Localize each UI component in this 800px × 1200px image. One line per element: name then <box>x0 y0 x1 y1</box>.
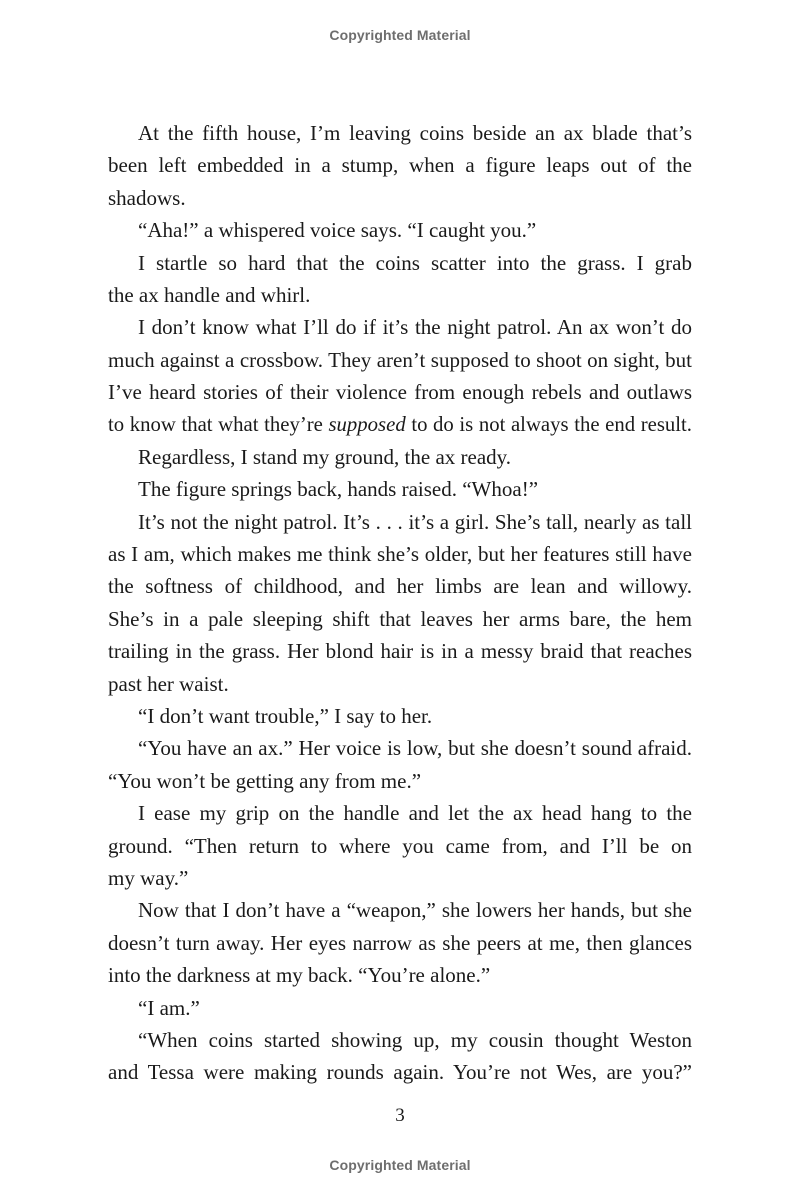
text-line <box>108 279 692 311</box>
text-line <box>108 959 692 991</box>
text-line-run: “When coins started showing up, my cousin thought Weston <box>138 1027 692 1052</box>
copyright-watermark-bottom: Copyrighted Material <box>329 1157 471 1173</box>
text-line-run: shadows. <box>108 185 186 210</box>
text-line <box>108 668 692 700</box>
italic-emphasis: supposed <box>328 413 406 436</box>
text-line-run: I’ve heard stories of their violence from enough rebels and outlaws <box>108 380 692 405</box>
text-line-run: and Tessa were making rounds again. You’re not Wes, are you?” <box>108 1060 692 1085</box>
text-line <box>108 635 692 667</box>
body-text <box>108 117 692 1089</box>
text-line-run: “You have an ax.” Her voice is low, but she doesn’t sound afraid. <box>138 736 692 761</box>
text-line <box>108 1056 692 1088</box>
text-line <box>108 732 692 764</box>
text-line <box>108 1024 692 1056</box>
text-line-run: been left embedded in a stump, when a figure leaps out of the <box>108 153 692 178</box>
text-line-run: the softness of childhood, and her limbs are lean and willowy. <box>108 574 692 599</box>
text-line <box>108 797 692 829</box>
text-line <box>108 117 692 149</box>
text-line <box>108 992 692 1024</box>
text-line <box>108 862 692 894</box>
text-line-run: my way.” <box>108 865 189 890</box>
text-line <box>108 603 692 635</box>
text-line <box>108 700 692 732</box>
text-line <box>108 149 692 181</box>
text-line <box>108 927 692 959</box>
text-line-run: Now that I don’t have a “weapon,” she lowers her hands, but she <box>138 898 692 923</box>
text-line <box>108 311 692 343</box>
text-line-run: ground. “Then return to where you came from, and I’ll be on <box>108 833 692 858</box>
text-line-run: as I am, which makes me think she’s older, but her features still have <box>108 542 692 567</box>
text-line-run: Regardless, I stand my ground, the ax ready. <box>138 444 512 469</box>
text-line-run: At the fifth house, I’m leaving coins beside an ax blade that’s <box>138 121 692 145</box>
text-line <box>108 214 692 246</box>
text-line-run: to know that what they’re <box>108 413 329 436</box>
text-line-run: much against a crossbow. They aren’t supposed to shoot on sight, but <box>108 347 692 372</box>
text-line-run: “I am.” <box>138 995 200 1020</box>
text-line-run: past her waist. <box>108 671 229 696</box>
text-line <box>108 506 692 538</box>
text-line <box>108 409 692 441</box>
text-line-run: “I don’t want trouble,” I say to her. <box>138 704 433 729</box>
text-line <box>108 247 692 279</box>
text-line <box>108 538 692 570</box>
text-line <box>108 765 692 797</box>
text-line-run: doesn’t turn away. Her eyes narrow as she peers at me, then glances <box>108 930 692 955</box>
text-line <box>108 182 692 214</box>
text-line <box>108 570 692 602</box>
text-line-run: trailing in the grass. Her blond hair is in a messy braid that reaches <box>108 639 692 664</box>
text-line-run: I don’t know what I’ll do if it’s the night patrol. An ax won’t do <box>138 315 692 340</box>
text-line <box>108 344 692 376</box>
text-line-run: into the darkness at my back. “You’re alone.” <box>108 963 491 988</box>
text-line <box>108 830 692 862</box>
text-line-run: to do is not always the end result. <box>405 413 692 436</box>
copyright-watermark-top: Copyrighted Material <box>329 27 471 43</box>
page-number: 3 <box>395 1105 405 1126</box>
text-line-run: “Aha!” a whispered voice says. “I caught you.” <box>138 218 537 243</box>
text-line-run: I startle so hard that the coins scatter into the grass. I grab <box>138 250 692 275</box>
text-line-run: I ease my grip on the handle and let the ax head hang to the <box>138 801 692 826</box>
text-line-run: It’s not the night patrol. It’s . . . it’s a girl. She’s tall, nearly as tall <box>138 509 692 534</box>
text-line-run: “You won’t be getting any from me.” <box>108 768 422 793</box>
text-line <box>108 376 692 408</box>
text-line <box>108 441 692 473</box>
text-line-run: the ax handle and whirl. <box>108 282 311 307</box>
text-line <box>108 473 692 505</box>
text-line-run: She’s in a pale sleeping shift that leaves her arms bare, the hem <box>108 606 692 631</box>
text-line <box>108 894 692 926</box>
text-line-run: The figure springs back, hands raised. “Whoa!” <box>138 477 539 502</box>
